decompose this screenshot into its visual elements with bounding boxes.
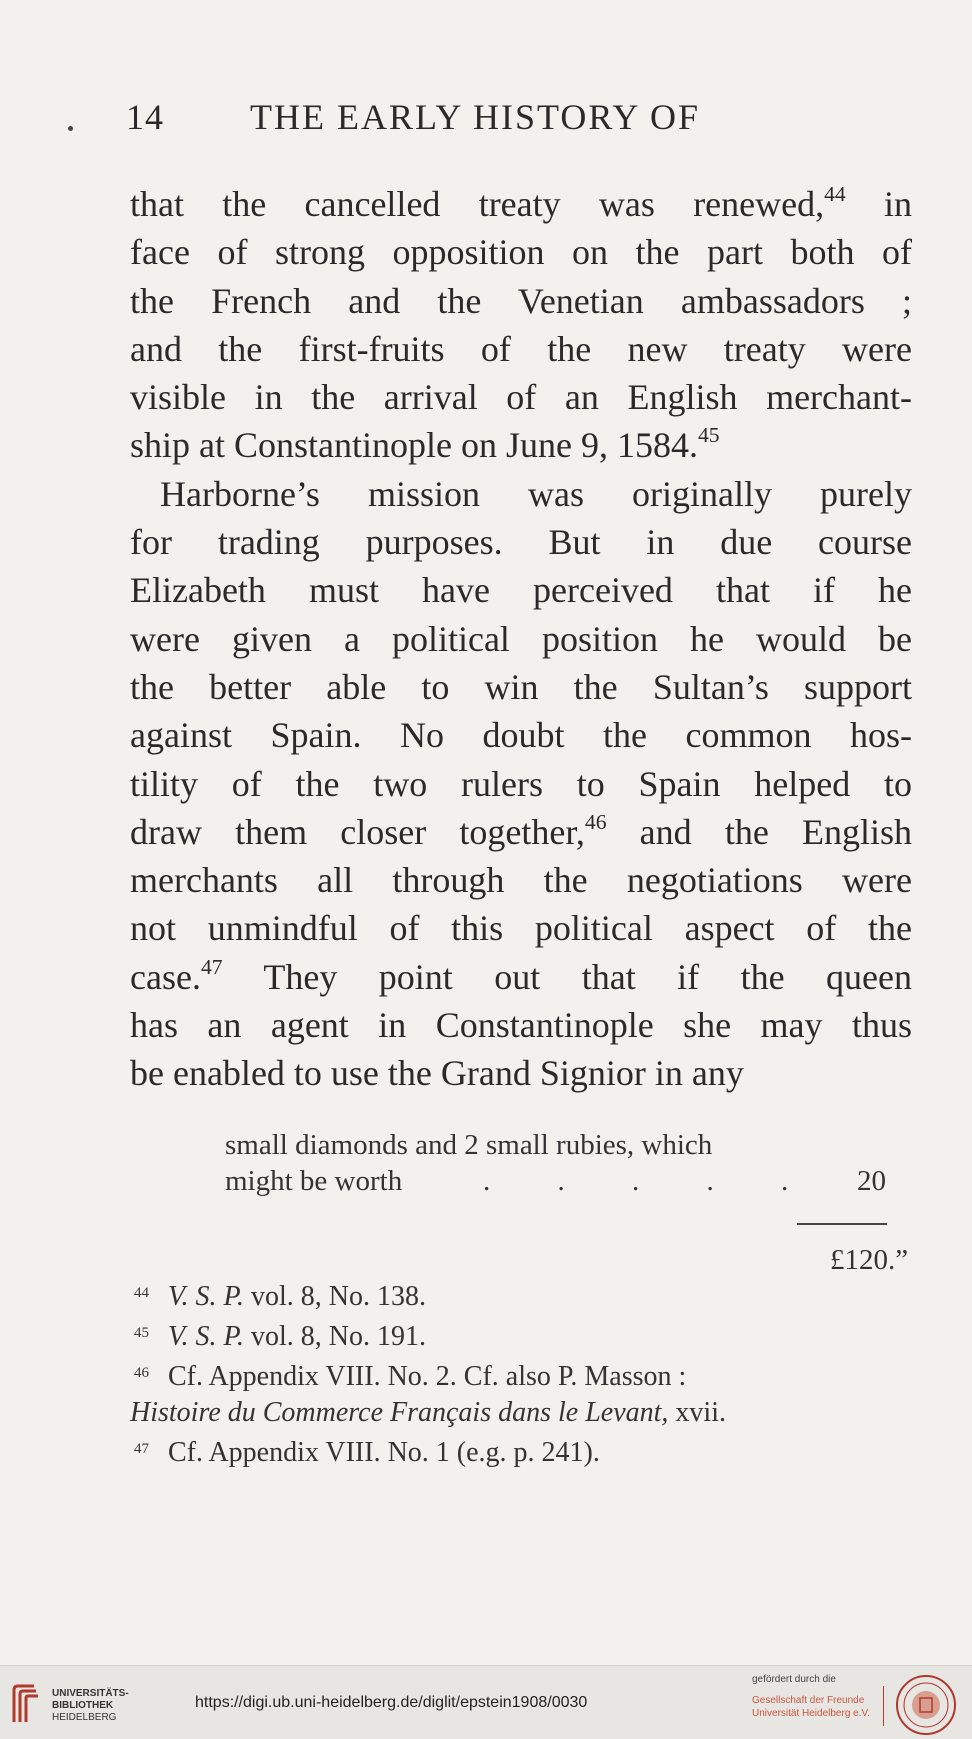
text-line	[130, 953, 912, 1001]
footer-divider	[883, 1686, 884, 1726]
text-line	[130, 277, 912, 325]
quote-line-1: small diamonds and 2 small rubies, which	[225, 1129, 713, 1161]
sum-rule	[797, 1223, 887, 1225]
university-seal-icon	[895, 1674, 957, 1736]
footnote-number: 47	[134, 1441, 149, 1457]
text-run: draw them closer together,	[130, 811, 585, 852]
text-line	[130, 904, 912, 952]
main-text	[130, 180, 912, 1098]
text-run: Harborne’s mission was originally purely	[160, 473, 912, 514]
text-line	[130, 566, 912, 614]
text-run: face of strong opposition on the part both of	[130, 232, 912, 273]
text-run: tility of the two rulers to Spain helped to	[130, 763, 912, 804]
quote-line-2: might be worth	[225, 1165, 403, 1197]
text-run: the better able to win the Sultan’s support	[130, 666, 912, 707]
text-run: that the cancelled treaty was renewed,	[130, 184, 825, 224]
margin-dot	[68, 126, 73, 131]
footnote-ref[interactable]: 44	[824, 181, 846, 206]
text-line	[130, 470, 912, 518]
footnote	[130, 1431, 920, 1471]
society-name: Gesellschaft der Freunde Universität Heidelberg e.V.	[752, 1695, 871, 1719]
footnote-ref[interactable]: 45	[697, 423, 720, 448]
library-name: UNIVERSITÄTS- BIBLIOTHEK HEIDELBERG	[52, 1688, 129, 1723]
footnote-text: Histoire du Commerce Français dans le Levant,	[130, 1397, 669, 1428]
footnote-number: 46	[134, 1365, 149, 1381]
viewer-footer	[0, 1665, 972, 1739]
text-line	[130, 228, 912, 276]
footnote-text: xvii.	[668, 1397, 726, 1428]
text-line	[130, 663, 912, 711]
footnote-text: Cf. Appendix VIII. No. 1 (e.g. p. 241).	[168, 1437, 600, 1468]
text-run: ship at Constantinople on June 9, 1584.	[130, 425, 698, 466]
university-library-logo-icon	[10, 1682, 42, 1726]
text-run: Elizabeth must have perceived that if he	[130, 570, 912, 611]
footnote	[130, 1355, 920, 1395]
funded-by-label: gefördert durch die	[752, 1674, 836, 1685]
footnote-text: vol. 8, No. 191.	[244, 1321, 426, 1352]
text-line	[130, 1049, 912, 1097]
text-line	[130, 518, 912, 566]
running-title: THE EARLY HISTORY OF	[250, 97, 701, 137]
footnote-text: vol. 8, No. 138.	[244, 1281, 426, 1312]
footnote-text: V. S. P.	[168, 1321, 244, 1352]
text-line	[130, 711, 912, 759]
text-line	[130, 180, 912, 228]
text-run: visible in the arrival of an English merchant-	[130, 377, 912, 418]
footnote	[130, 1315, 920, 1355]
text-run: has an agent in Constantinople she may thus	[130, 1005, 912, 1046]
text-line	[130, 373, 912, 421]
text-run: for trading purposes. But in due course	[130, 522, 912, 563]
text-run: were given a political position he would be	[130, 618, 912, 659]
page-header	[120, 96, 820, 146]
text-run: the French and the Venetian ambassadors ;	[130, 280, 912, 321]
text-line	[130, 325, 912, 373]
text-run: case.	[130, 956, 201, 997]
text-run: not unmindful of this political aspect of the	[130, 908, 912, 949]
text-run: They point out that if the queen	[222, 956, 912, 997]
page-number: 14	[126, 97, 164, 137]
quoted-list-fragment	[225, 1127, 909, 1276]
text-run: in	[845, 184, 912, 224]
footnote-number: 45	[134, 1325, 149, 1341]
text-line	[130, 760, 912, 808]
text-run: and the first-fruits of the new treaty were	[130, 328, 912, 369]
footnote-text: Cf. Appendix VIII. No. 2. Cf. also P. Masson :	[168, 1361, 687, 1392]
footnote	[130, 1395, 920, 1431]
leader-dots: . . . . .	[483, 1165, 819, 1197]
text-line	[130, 421, 912, 469]
footnote-ref[interactable]: 46	[584, 809, 607, 834]
text-line	[130, 615, 912, 663]
text-run: merchants all through the negotiations were	[130, 860, 912, 901]
text-line	[130, 1001, 912, 1049]
footnote-number: 44	[134, 1285, 149, 1301]
text-run: against Spain. No doubt the common hos-	[130, 715, 912, 756]
text-run: and the English	[606, 811, 912, 852]
text-line	[130, 808, 912, 856]
footnote-ref[interactable]: 47	[200, 954, 223, 979]
footnote-text: V. S. P.	[168, 1281, 244, 1312]
footnote	[130, 1275, 920, 1315]
text-line	[130, 856, 912, 904]
footnotes	[130, 1275, 920, 1471]
permalink-url[interactable]: https://digi.ub.uni-heidelberg.de/diglit/epstein1908/0030	[195, 1694, 588, 1711]
text-run: be enabled to use the Grand Signior in any	[130, 1053, 744, 1094]
amount-value: 20	[857, 1165, 886, 1197]
total-value: £120.”	[830, 1244, 909, 1276]
